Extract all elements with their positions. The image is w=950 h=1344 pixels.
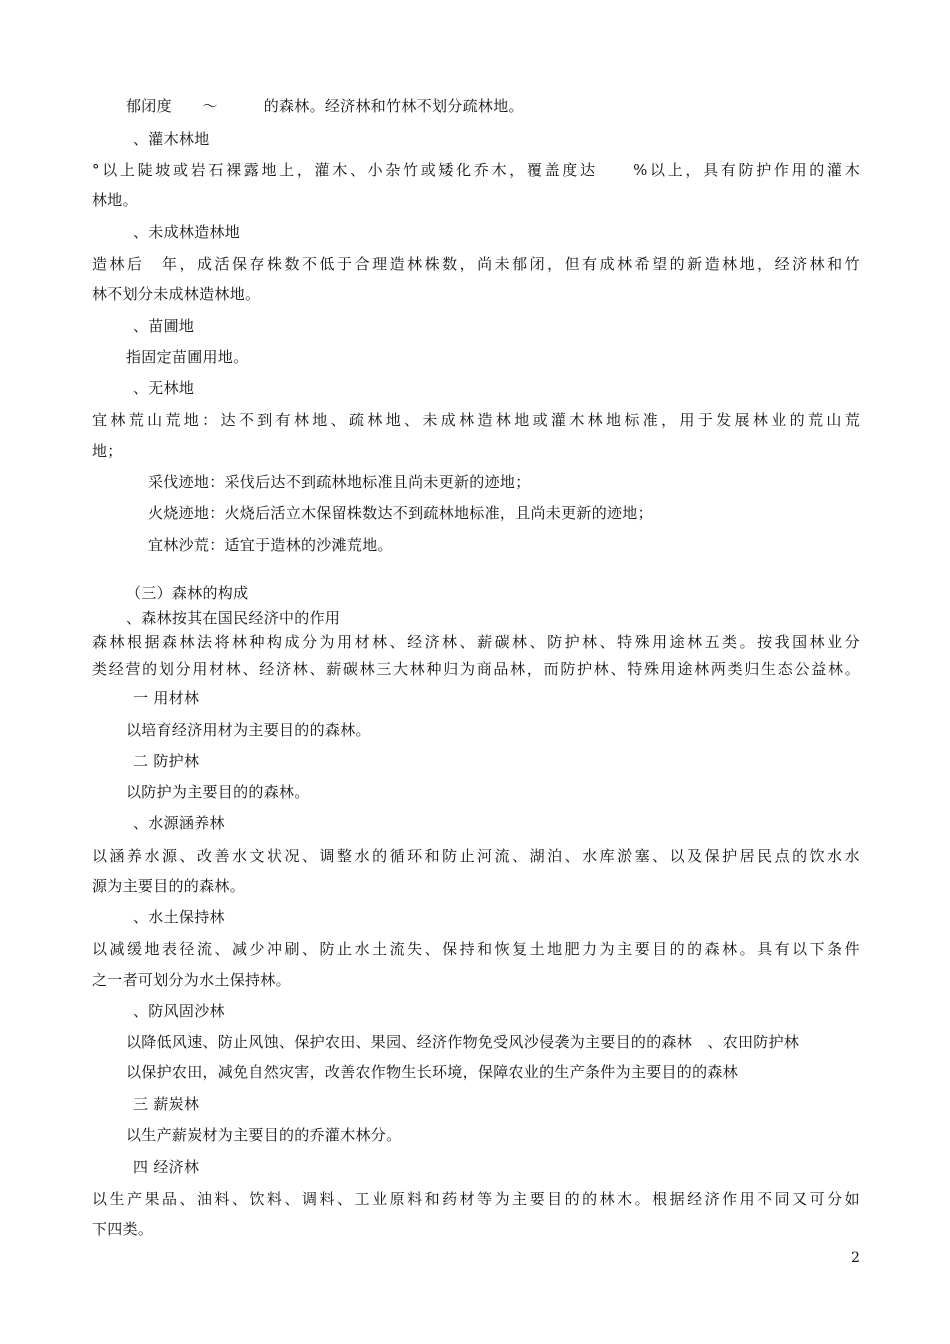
text-line: 以减缓地表径流、减少冲刷、防止水土流失、保持和恢复土地肥力为主要目的的森林。具有以下条件 [92, 940, 860, 958]
text-line: 以生产果品、油料、饮料、调料、工业原料和药材等为主要目的的林木。根据经济作用不同又可分如 [92, 1190, 860, 1208]
text-line: 郁闭度 ～ 的森林。经济林和竹林不划分疏林地。 [126, 97, 524, 115]
text-line: °以上陡坡或岩石裸露地上，灌木、小杂竹或矮化乔木，覆盖度达 %以上，具有防护作用的灌木 [92, 161, 860, 179]
text-line: 指固定苗圃用地。 [126, 348, 249, 366]
text-line: 以生产薪炭材为主要目的的乔灌木林分。 [126, 1126, 402, 1144]
section-heading: 、水土保持林 [133, 908, 225, 926]
text-line: 以培育经济用材为主要目的的森林。 [126, 721, 371, 739]
text-line: 森林根据森林法将林种构成分为用材林、经济林、薪碳林、防护林、特殊用途林五类。按我国林业分 [92, 633, 860, 651]
text-line: 以涵养水源、改善水文状况、调整水的循环和防止河流、湖泊、水库淤塞、以及保护居民点的饮水水 [92, 847, 860, 865]
text-line: 火烧迹地：火烧后活立木保留株数达不到疏林地标准，且尚未更新的迹地； [148, 504, 653, 522]
section-heading: 、无林地 [133, 379, 195, 397]
text-line: 地； [92, 442, 123, 460]
section-heading: 、森林按其在国民经济中的作用 [126, 609, 341, 627]
section-heading: 二 防护林 [133, 752, 200, 770]
text-line: 采伐迹地：采伐后达不到疏林地标准且尚未更新的迹地； [148, 473, 531, 491]
text-line: 以降低风速、防止风蚀、保护农田、果园、经济作物免受风沙侵袭为主要目的的森林 、农田防护林 [126, 1033, 800, 1051]
page-number: 2 [851, 1250, 860, 1266]
section-heading: 、苗圃地 [133, 317, 195, 335]
text-line: 下四类。 [92, 1220, 154, 1238]
text-line: 宜林沙荒：适宜于造林的沙滩荒地。 [148, 536, 393, 554]
text-line: 林不划分未成林造林地。 [92, 285, 261, 303]
section-heading: 、防风固沙林 [133, 1002, 225, 1020]
text-line: 类经营的划分用材林、经济林、薪碳林三大林种归为商品林，而防护林、特殊用途林两类归生态公益林。 [92, 660, 860, 678]
text-line: 宜林荒山荒地：达不到有林地、疏林地、未成林造林地或灌木林地标准，用于发展林业的荒山荒 [92, 411, 860, 429]
section-heading: （三）森林的构成 [126, 584, 249, 602]
section-heading: 、水源涵养林 [133, 814, 225, 832]
text-line: 源为主要目的的森林。 [92, 877, 246, 895]
text-line: 造林后 年，成活保存株数不低于合理造林株数，尚未郁闭，但有成林希望的新造林地，经济林和竹 [92, 255, 860, 273]
section-heading: 三 薪炭林 [133, 1095, 200, 1113]
section-heading: 四 经济林 [133, 1158, 200, 1176]
section-heading: 、未成林造林地 [133, 223, 241, 241]
text-line: 以保护农田，减免自然灾害，改善农作物生长环境，保障农业的生产条件为主要目的的森林 [126, 1063, 739, 1081]
section-heading: 一 用材林 [133, 689, 200, 707]
text-line: 林地。 [92, 191, 138, 209]
text-line: 之一者可划分为水土保持林。 [92, 971, 291, 989]
section-heading: 、灌木林地 [133, 130, 210, 148]
text-line: 以防护为主要目的的森林。 [126, 783, 310, 801]
